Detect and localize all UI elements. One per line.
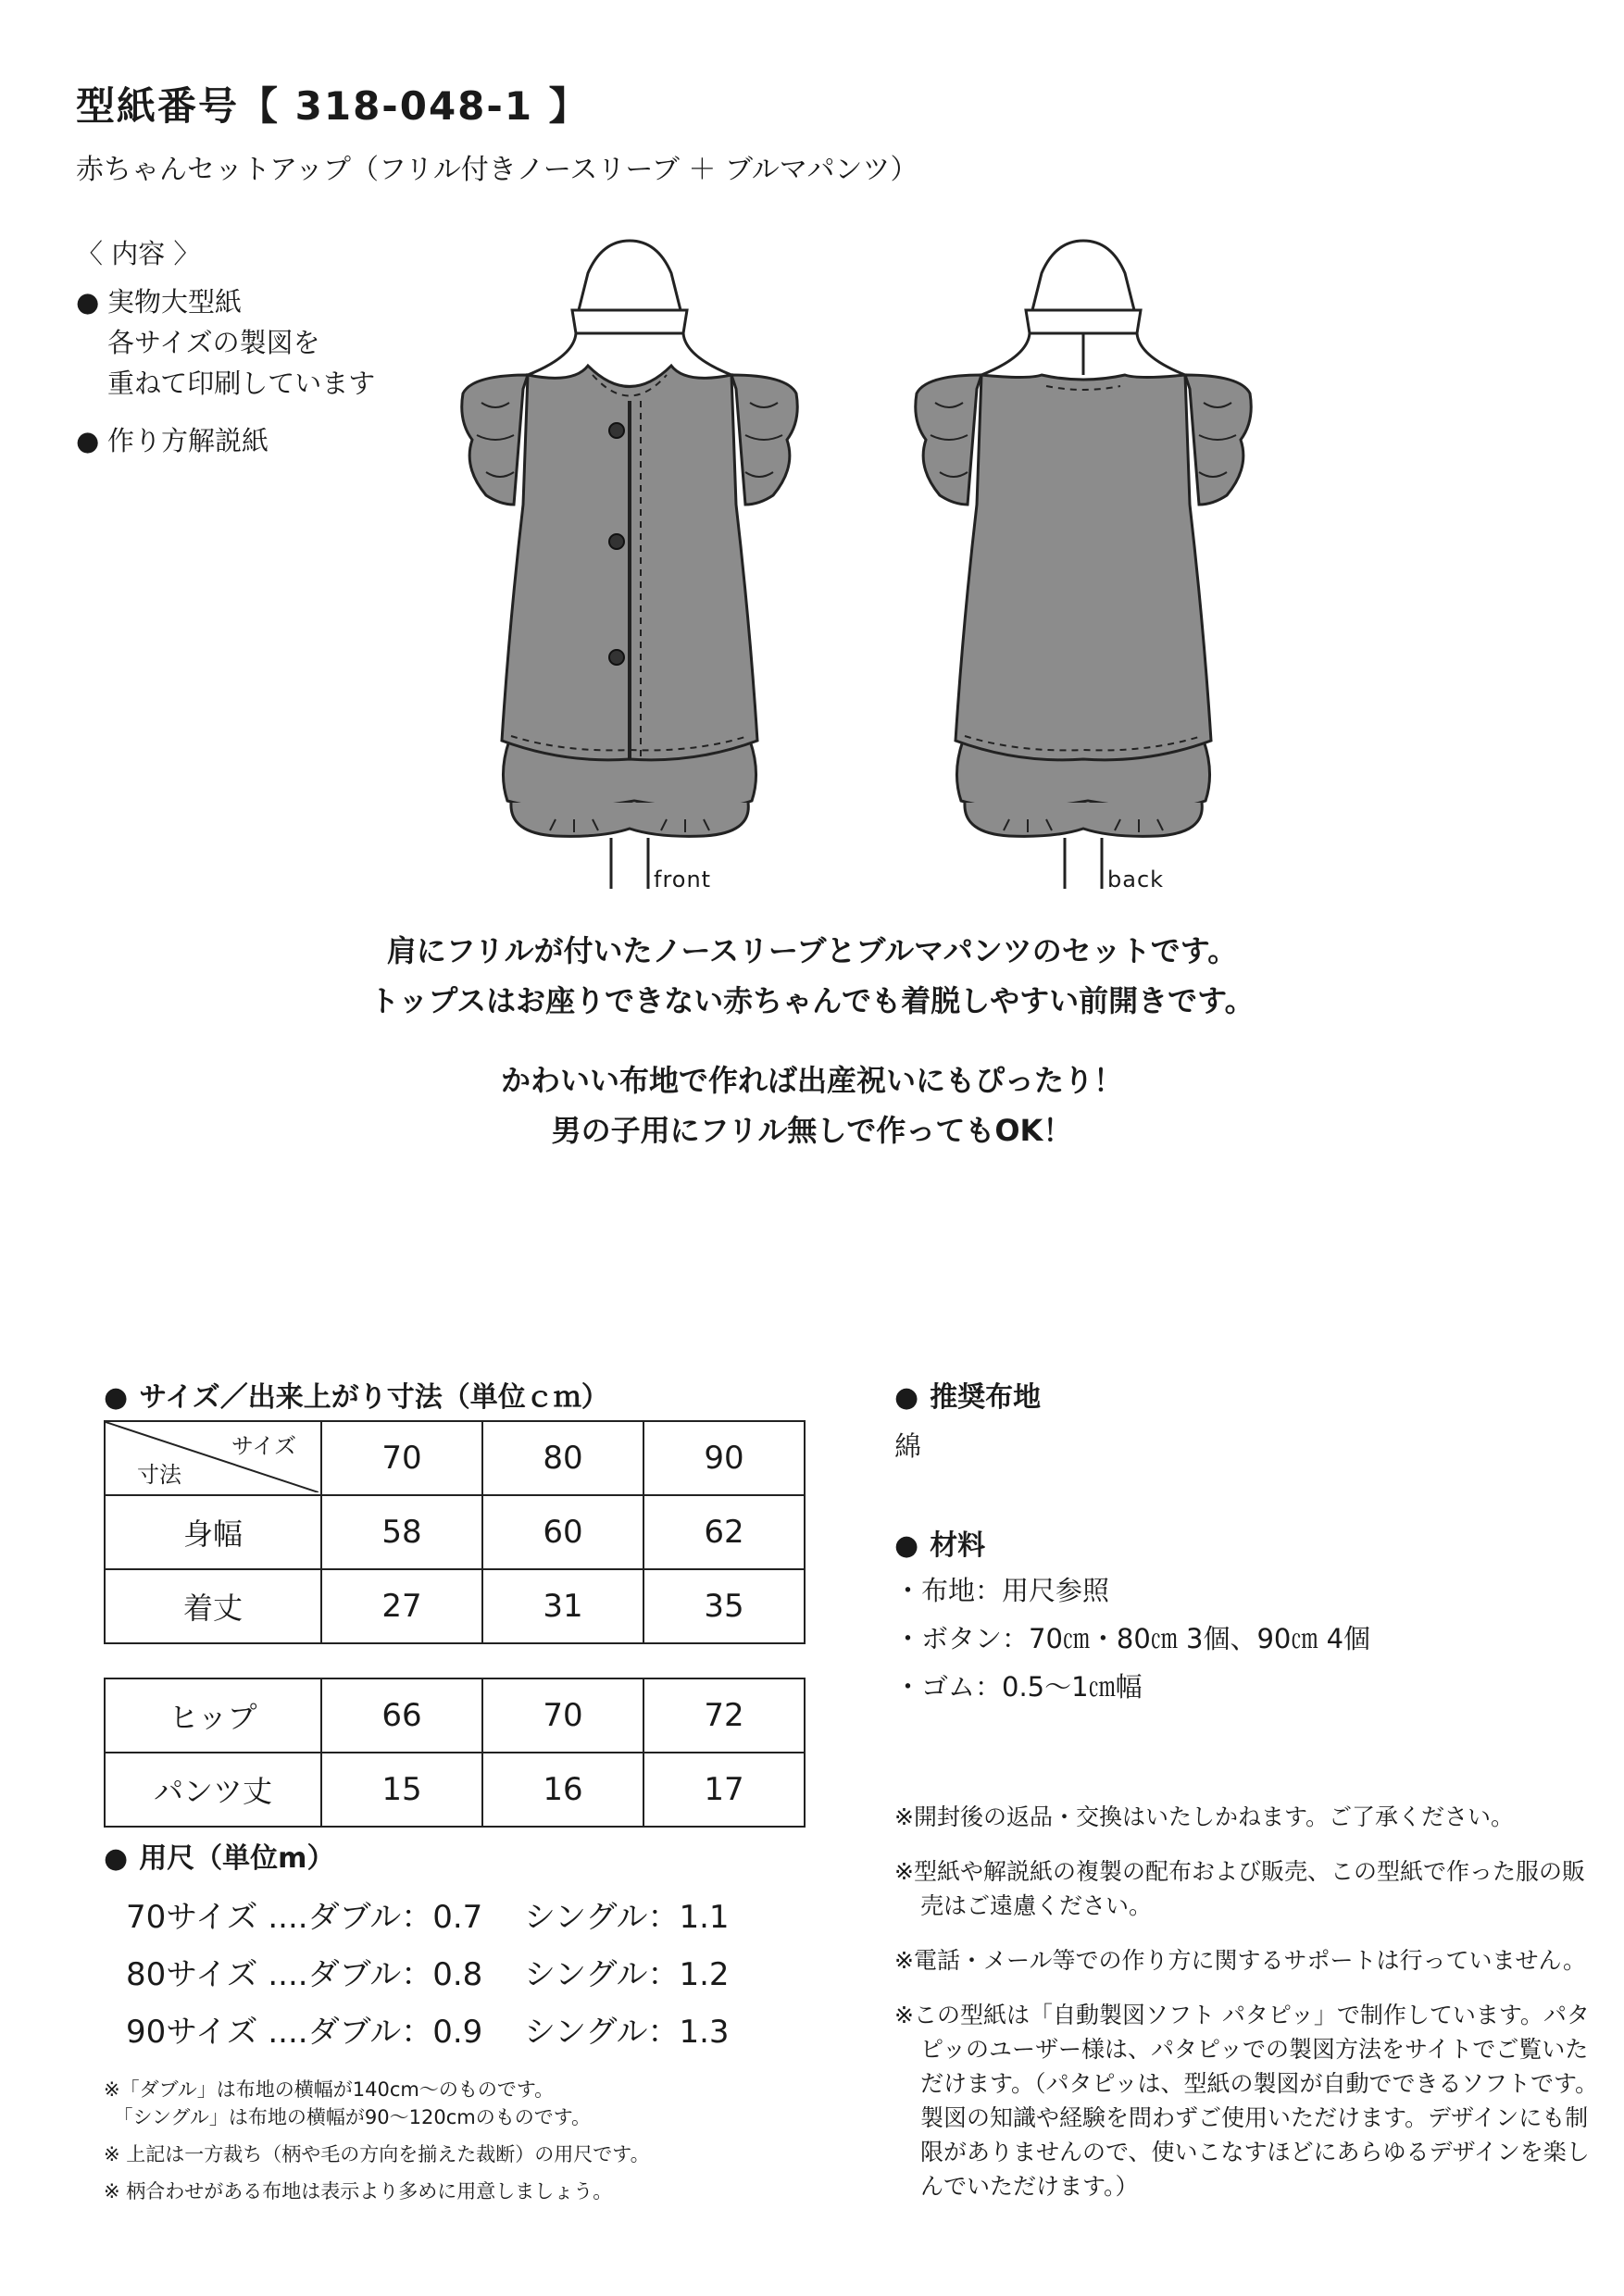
table-cell: 15	[321, 1753, 482, 1827]
yardage-list	[126, 1889, 730, 2061]
list-item: 70サイズ ....ダブル：0.7 シングル：1.1	[126, 1899, 730, 1936]
table-row	[105, 1678, 805, 1753]
size-header-cell: 80	[482, 1421, 643, 1495]
description-line: かわいい布地で作れば出産祝いにもぴったり！	[500, 1063, 1123, 1098]
table-cell: 72	[643, 1678, 805, 1753]
table-cell: 31	[482, 1569, 643, 1643]
back-garment-illustration	[889, 236, 1278, 903]
note: ※型紙や解説紙の複製の配布および販売、この型紙で作った服の販売はご遠慮ください。	[894, 1858, 1585, 1919]
table-cell: 27	[321, 1569, 482, 1643]
footnote: ※「ダブル」は布地の横幅が140cm〜のものです。	[104, 2078, 555, 2101]
note: ※開封後の返品・交換はいたしかねます。ご了承ください。	[894, 1803, 1514, 1830]
materials-list	[894, 1566, 1370, 1711]
list-item: ・布地：用尺参照	[894, 1575, 1110, 1606]
bullet-icon: ●	[104, 1842, 129, 1875]
table-cell: 58	[321, 1495, 482, 1569]
description-line: 肩にフリルが付いたノースリーブとブルマパンツのセットです。	[386, 933, 1238, 968]
list-item: ・ゴム：0.5〜1㎝幅	[894, 1671, 1143, 1703]
table-row	[105, 1753, 805, 1827]
row-label: 着丈	[105, 1569, 321, 1643]
description-line: トップスはお座りできない赤ちゃんでも着脱しやすい前開きです。	[369, 983, 1255, 1018]
corner-label-size: サイズ	[231, 1433, 296, 1459]
size-header-cell: 70	[321, 1421, 482, 1495]
size-table-bottoms	[104, 1678, 806, 1828]
size-table	[104, 1420, 806, 1644]
materials-heading: ● 材料	[894, 1529, 986, 1562]
table-cell: 60	[482, 1495, 643, 1569]
table-cell: 16	[482, 1753, 643, 1827]
contents-list	[76, 233, 375, 461]
fabric-heading: ● 推奨布地	[894, 1381, 1042, 1414]
footnote: ※ 柄合わせがある布地は表示より多めに用意しましょう。	[104, 2180, 613, 2202]
contents-heading: 〈 内容 〉	[76, 238, 201, 269]
corner-label-measure: 寸法	[137, 1462, 181, 1488]
table-row	[105, 1569, 805, 1643]
table-cell: 70	[482, 1678, 643, 1753]
bullet-icon: ●	[894, 1381, 919, 1414]
bullet-icon: ●	[104, 1381, 129, 1414]
note: ※電話・メール等での作り方に関するサポートは行っていません。	[894, 1947, 1586, 1974]
front-garment-illustration	[435, 236, 824, 903]
size-header-cell: 90	[643, 1421, 805, 1495]
description-line: 男の子用にフリル無しで作ってもOK！	[551, 1113, 1073, 1148]
notes-list	[894, 1800, 1598, 2224]
bullet-icon: ●	[894, 1529, 919, 1562]
fabric-value: 綿	[894, 1430, 922, 1462]
description-main	[0, 926, 1624, 1026]
row-label: 身幅	[105, 1495, 321, 1569]
back-label: back	[1107, 867, 1165, 892]
pattern-number-title: 型紙番号【 318-048-1 】	[76, 83, 590, 129]
table-cell: 66	[321, 1678, 482, 1753]
row-label: ヒップ	[105, 1678, 321, 1753]
yardage-heading: ● 用尺（単位m）	[104, 1842, 335, 1875]
table-corner-cell	[105, 1421, 321, 1495]
contents-item-line: 重ねて印刷しています	[107, 368, 376, 399]
contents-item-instructions: ● 作り方解説紙	[76, 420, 375, 461]
list-item: 80サイズ ....ダブル：0.8 シングル：1.2	[126, 1956, 730, 1993]
contents-item-line: ● 実物大型紙	[107, 286, 243, 318]
description-sub	[0, 1055, 1624, 1155]
footnote: ※ 上記は一方裁ち（柄や毛の方向を揃えた裁断）の用尺です。	[104, 2143, 650, 2165]
list-item: 90サイズ ....ダブル：0.9 シングル：1.3	[126, 2014, 730, 2051]
contents-item-line: 各サイズの製図を	[107, 327, 320, 358]
contents-item-pattern	[76, 281, 375, 404]
table-row	[105, 1421, 805, 1495]
list-item: ・ボタン：70㎝・80㎝ 3個、90㎝ 4個	[894, 1623, 1371, 1654]
note: ※この型紙は「自動製図ソフト パタピッ」で制作しています。パタピッのユーザー様は、パタピッでの製図方法をサイトでご覧いただけます。（パタピッは、型紙の製図が自動でできるソフトです。製図の知識や経験を問わずご使用いただけます。デザインにも制限がありませんので、使いこなすほどにあらゆるデザインを楽しんでいただけます。）	[894, 2002, 1599, 2200]
yardage-footnotes	[104, 2076, 650, 2205]
product-subtitle: 赤ちゃんセットアップ（フリル付きノースリーブ ＋ ブルマパンツ）	[76, 154, 918, 186]
front-label: front	[654, 867, 712, 892]
table-cell: 17	[643, 1753, 805, 1827]
table-cell: 62	[643, 1495, 805, 1569]
table-row	[105, 1495, 805, 1569]
row-label: パンツ丈	[105, 1753, 321, 1827]
size-section-heading: ● サイズ／出来上がり寸法（単位ｃｍ）	[104, 1381, 609, 1414]
table-cell: 35	[643, 1569, 805, 1643]
footnote: 「シングル」は布地の横幅が90〜120cmのものです。	[104, 2106, 592, 2128]
